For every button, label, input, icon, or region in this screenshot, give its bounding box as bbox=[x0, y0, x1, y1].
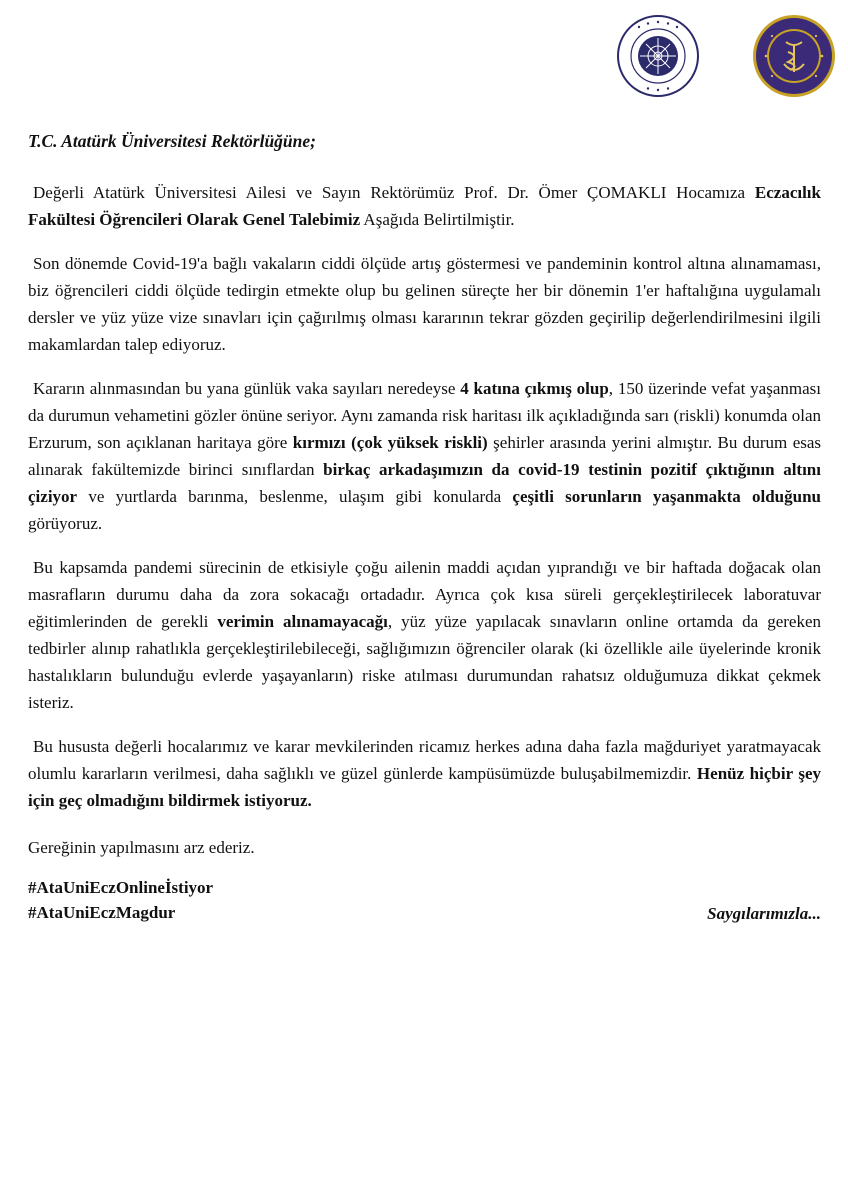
regards-signoff: Saygılarımızla... bbox=[707, 904, 821, 923]
paragraph-2: Kararın alınmasından bu yana günlük vaka sayıları neredeyse 4 katına çıkmış olup, 150 üzerinde vefat yaşanması da durumun vehametini gözler önüne seriyor. Aynı zamanda risk haritası ilk açıkladığında sarı (riskli) konumda olan Erzurum, son açıklanan haritaya göre kırmızı (çok yüksek riskli) şehirler arasında yerini almıştır. Bu durum esas alınarak fakültemizde birinci sınıflardan birkaç arkadaşımızın da covid-19 testinin pozitif çıktığının altını çiziyor ve yurtlarda barınma, beslenme, ulaşım gibi konularda çeşitli sorunların yaşanmakta olduğunu görüyoruz. bbox=[28, 379, 822, 533]
faculty-seal-logo bbox=[752, 14, 836, 98]
hashtag-2: #AtaUniEczMagdur bbox=[28, 903, 176, 922]
hashtag-1: #AtaUniEczOnlineİstiyor bbox=[28, 878, 214, 897]
letter-body bbox=[28, 128, 821, 935]
closing-line: Gereğinin yapılmasını arz ederiz. bbox=[28, 838, 255, 857]
paragraph-3: Bu kapsamda pandemi sürecinin de etkisiyle çoğu ailenin maddi açıdan yıprandığı ve bir haftada doğacak olan masrafların durumu daha da zora sokacağı ortadadır. Ayrıca çok kısa süreli gerçekleştirilecek laboratuvar eğitimlerinden de gerekli verimin alınamayacağı, yüz yüze yapılacak sınavların online ortamda da gereken tedbirler alınıp rahatlıkla gerçekleştirilebileceği, sağlığımızın öğrenciler olarak (ki özellikle aile üyelerinde kronik hastalıkların bulunduğu evlerde yaşayanların) riske atılması durumundan rahatsız olduğumuza dikkat çekmek isteriz. bbox=[28, 558, 821, 712]
letter-addressee: T.C. Atatürk Üniversitesi Rektörlüğüne; bbox=[28, 131, 316, 151]
header-logos bbox=[616, 14, 836, 100]
paragraph-1: Son dönemde Covid-19'a bağlı vakaların ciddi ölçüde artış göstermesi ve pandeminin kontrol altına alınamaması, biz öğrencileri ciddi ölçüde tedirgin etmekte olup bu gelinen süreçte her bir dönemin 1'er haftalığına uygulamalı dersler ve yüz yüze vize sınavları için çağırılmış olması kararının tekrar gözden geçirilip değerlendirilmesini ilgili makamlardan talep ediyoruz. bbox=[28, 254, 821, 354]
university-seal-logo bbox=[616, 14, 700, 98]
paragraph-4: Bu hususta değerli hocalarımız ve karar mevkilerinden ricamız herkes adına daha fazla mağduriyet yaratmayacak olumlu kararların verilmesi, daha sağlıklı ve güzel günlerde kampüsümüzde buluşabilmemizdir. Henüz hiçbir şey için geç olmadığını bildirmek istiyoruz. bbox=[28, 737, 821, 810]
intro-paragraph: Değerli Atatürk Üniversitesi Ailesi ve Sayın Rektörümüz Prof. Dr. Ömer ÇOMAKLI Hocamıza Eczacılık Fakültesi Öğrencileri Olarak Genel Talebimiz Aşağıda Belirtilmiştir. bbox=[28, 183, 821, 229]
signoff bbox=[28, 875, 821, 935]
